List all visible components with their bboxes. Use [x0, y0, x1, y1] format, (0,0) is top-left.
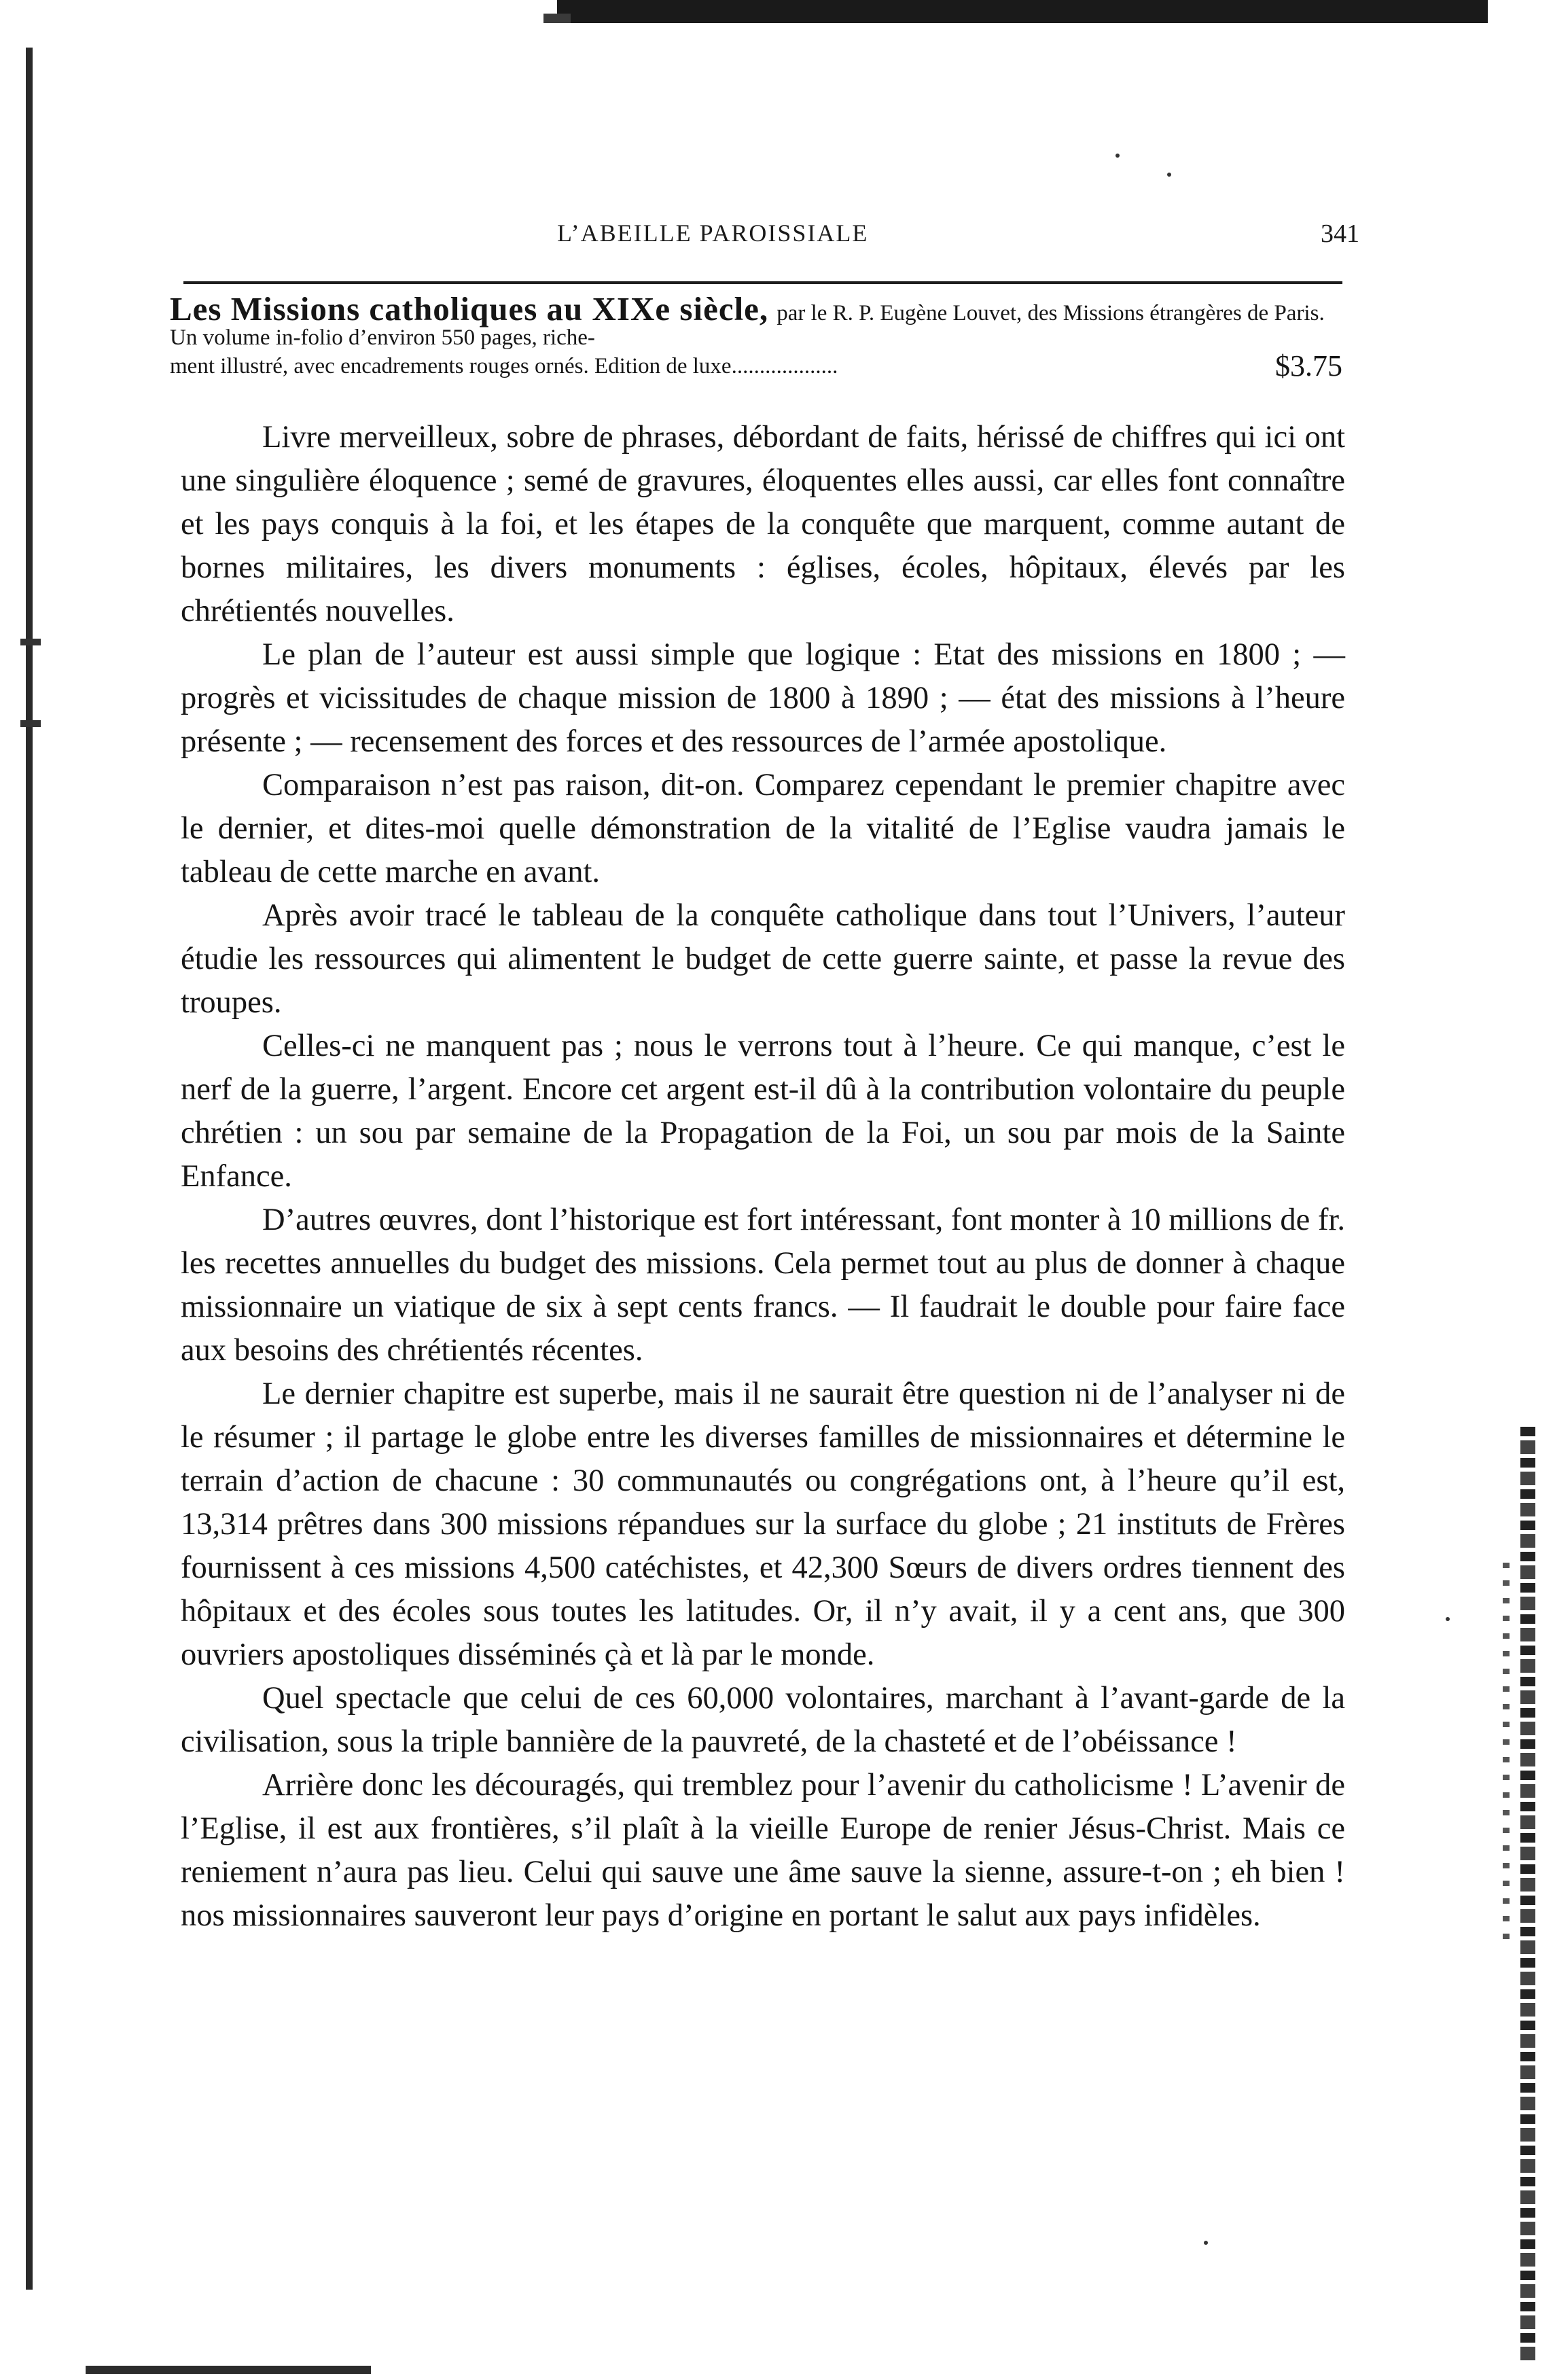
scan-edge-bottom [86, 2366, 371, 2374]
scan-mark [20, 639, 41, 645]
speck [1115, 154, 1120, 158]
running-title: L’ABEILLE PAROISSIALE [557, 219, 869, 247]
paragraph: Comparaison n’est pas raison, dit-on. Comparez cependant le premier chapitre avec le dernier, et dites-moi quelle démonstration de la vitalité de l’Eglise vaudra jamais le tableau de cette marche en avant. [181, 768, 1345, 889]
paragraph: Celles-ci ne manquent pas ; nous le verrons tout à l’heure. Ce qui manque, c’est le nerf de la guerre, l’argent. Encore cet argent est-il dû à la contribution volontaire du peuple chrétien : un sou par semaine de la Propagation de la Foi, un sou par mois de la Sainte Enfance. [181, 1029, 1345, 1194]
paragraph: Le dernier chapitre est superbe, mais il ne saurait être question ni de l’analyser ni de le résumer ; il partage le globe entre les diverses familles de missionnaires et détermine le terrain d’action de chacune : 30 communautés ou congrégations ont, à l’heure qu’il est, 13,314 prêtres dans 300 missions répandues sur la surface du globe ; 21 instituts de Frères fournissent à ces missions 4,500 catéchistes, et 42,300 Sœurs de divers ordres tiennent des hôpitaux et des écoles sous toutes les latitudes. Or, il n’y avait, il y a cent ans, que 300 ouvriers apostoliques disséminés çà et là par le monde. [181, 1377, 1345, 1672]
book-entry-title-line [170, 290, 1344, 327]
review-text [181, 416, 1345, 1938]
scan-mark [20, 720, 41, 727]
book-byline: par le R. P. Eugène Louvet, des Missions étrangères de Paris. [776, 301, 1325, 325]
paragraph: Livre merveilleux, sobre de phrases, débordant de faits, hérissé de chiffres qui ici ont une singulière éloquence ; semé de gravures, éloquentes elles aussi, car elles font connaître et les pays conquis à la foi, et les étapes de la conquête que marquent, comme autant de bornes militaires, les divers monuments : églises, écoles, hôpitaux, élevés par les chrétientés nouvelles. [181, 420, 1345, 628]
speck [1204, 2241, 1208, 2245]
book-price: $3.75 [1275, 349, 1342, 383]
scan-edge-left [26, 48, 33, 2290]
paragraph: D’autres œuvres, dont l’historique est fort intéressant, font monter à 10 millions de fr. les recettes annuelles du budget des missions. Cela permet tout au plus de donner à chaque missionnaire un viatique de six à sept cents francs. — Il faudrait le double pour faire face aux besoins des chrétientés récentes. [181, 1203, 1345, 1368]
scan-edge-right [1520, 1427, 1535, 2364]
book-title: Les Missions catholiques au XIXe siècle, [170, 290, 769, 327]
paragraph: Quel spectacle que celui de ces 60,000 volontaires, marchant à l’avant-garde de la civilisation, sous la triple bannière de la pauvreté, de la chasteté et de l’obéissance ! [181, 1681, 1345, 1759]
header-rule [183, 281, 1342, 284]
book-price-line [170, 349, 1344, 383]
book-description-2: ment illustré, avec encadrements rouges ornés. Edition de luxe................... [170, 354, 838, 378]
paragraph: Le plan de l’auteur est aussi simple que logique : Etat des missions en 1800 ; — progrès et vicissitudes de chaque mission de 1800 à 1890 ; — état des missions à l’heure présente ; — recensement des forces et des ressources de l’armée apostolique. [181, 637, 1345, 759]
paragraph: Arrière donc les découragés, qui tremblez pour l’avenir du catholicisme ! L’avenir de l’Eglise, il est aux frontières, s’il plaît à la vieille Europe de renier Jésus-Christ. Mais ce reniement n’aura pas lieu. Celui qui sauve une âme sauve la sienne, assure-t-on ; eh bien ! nos missionnaires sauveront leur pays d’origine en portant le salut aux pays infidèles. [181, 1768, 1345, 1933]
scan-edge-top [557, 0, 1488, 23]
speck [1167, 173, 1171, 177]
paragraph: Après avoir tracé le tableau de la conquête catholique dans tout l’Univers, l’auteur étudie les ressources qui alimentent le budget de cette guerre sainte, et passe la revue des troupes. [181, 898, 1345, 1020]
speck [1446, 1617, 1450, 1621]
book-description-1: Un volume in-folio d’environ 550 pages, riche- [170, 325, 595, 350]
scan-edge-right-inner [1503, 1563, 1510, 1943]
book-entry [170, 290, 1344, 383]
page-number: 341 [1321, 219, 1359, 248]
